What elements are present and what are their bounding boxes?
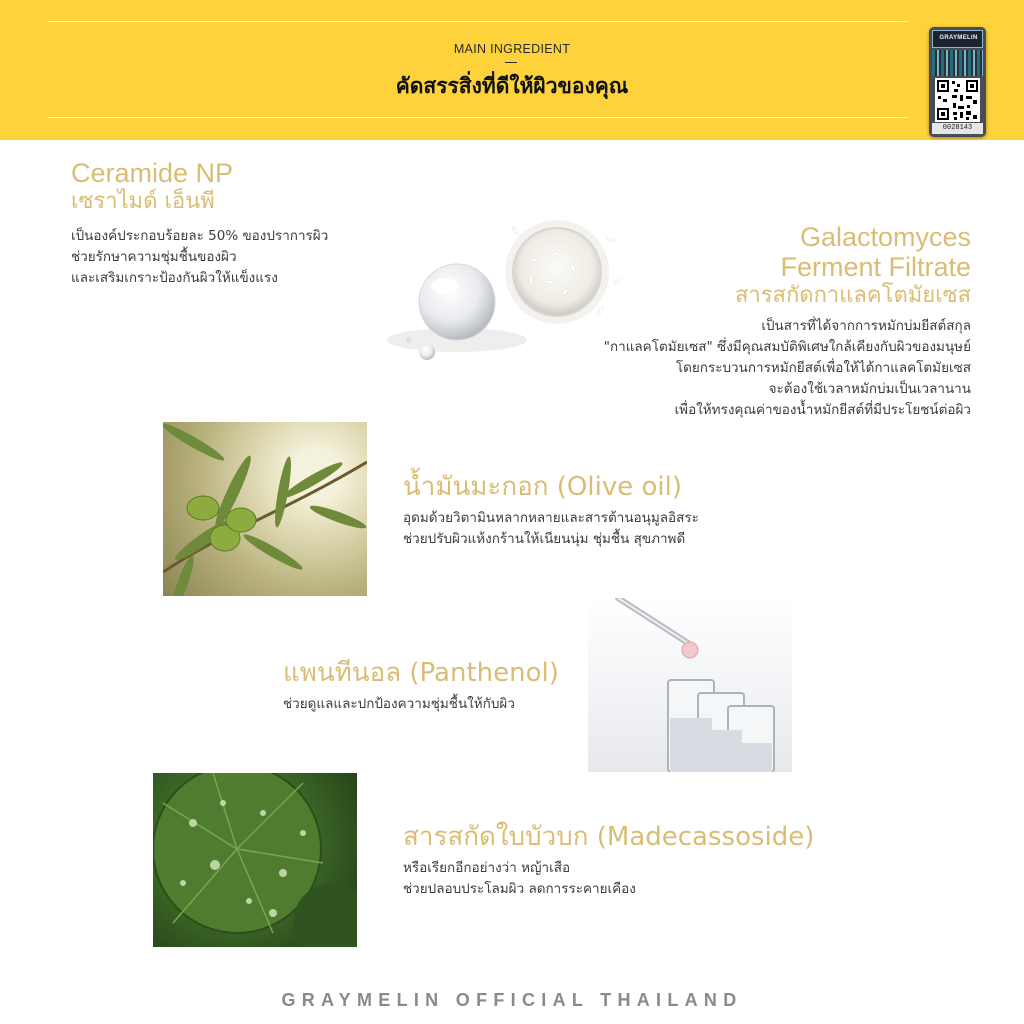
ingredient-galactomyces <box>604 222 971 421</box>
olive-branch-image <box>163 422 367 596</box>
tag-brand-plate <box>932 30 983 48</box>
ingredient-olive-oil <box>403 470 699 550</box>
ceramide-desc-line: และเสริมเกราะป้องกันผิวให้แข็งแรง <box>71 270 278 286</box>
madecassoside-desc-line: หรือเรียกอีกอย่างว่า หญ้าเสือ <box>403 860 571 876</box>
pipette-glassware-image <box>588 598 792 772</box>
header-top-rule <box>48 21 908 22</box>
galactomyces-desc-line: โดยกระบวนการหมักยีสต์เพื่อให้ได้กาแลคโตมัยเซส <box>675 360 971 376</box>
tag-brand-text: GRAYMELIN <box>939 35 978 41</box>
header-banner <box>0 0 1024 140</box>
panthenol-title <box>283 656 559 690</box>
galactomyces-desc-line: "กาแลคโตมัยเซส" ซึ่งมีคุณสมบัติพิเศษใกล้เคียงกับผิวของมนุษย์ <box>603 339 971 355</box>
brand-footer: GRAYMELIN OFFICIAL THAILAND <box>281 990 743 1010</box>
panthenol-title-th: แพนทีนอล <box>283 658 402 688</box>
ceramide-title-en: Ceramide NP <box>71 158 234 188</box>
madecassoside-title-th: สารสกัดใบบัวบก <box>403 822 589 852</box>
galactomyces-title-en-2: Ferment Filtrate <box>780 252 971 282</box>
water-drop-rice-image <box>365 210 635 370</box>
panthenol-title-en: (Panthenol) <box>409 658 559 688</box>
section-headline: คัดสรรสิ่งที่ดีให้ผิวของคุณ <box>395 74 629 98</box>
galactomyces-desc-line: เป็นสารที่ได้จากการหมักบ่มยีสต์สกุล <box>761 318 971 334</box>
olive-desc-line: อุดมด้วยวิตามินหลากหลายและสารต้านอนุมูลอิสระ <box>403 510 699 526</box>
galactomyces-desc-line: เพื่อให้ทรงคุณค่าของน้ำหมักยีสต์ที่มีประโยชน์ต่อผิว <box>674 402 971 418</box>
galactomyces-description <box>604 316 971 421</box>
olive-title-en: (Olive oil) <box>556 472 682 502</box>
ingredient-madecassoside <box>403 820 814 900</box>
ceramide-desc-line: เป็นองค์ประกอบร้อยละ 50% ของปราการผิว <box>71 228 329 244</box>
ingredient-panthenol <box>283 656 559 715</box>
olive-title-th: น้ำมันมะกอก <box>403 472 549 502</box>
ingredient-ceramide <box>71 158 328 289</box>
qr-code-icon <box>935 78 980 122</box>
madecassoside-title-en: (Madecassoside) <box>596 822 815 852</box>
centella-leaf-image <box>153 773 357 947</box>
ceramide-description <box>71 226 328 289</box>
panthenol-description <box>283 694 559 715</box>
madecassoside-description <box>403 858 814 900</box>
madecassoside-title <box>403 820 814 854</box>
galactomyces-desc-line: จะต้องใช้เวลาหมักบ่มเป็นเวลานาน <box>768 381 971 397</box>
ceramide-title-th: เซราไมด์ เอ็นพี <box>71 189 215 214</box>
olive-desc-line: ช่วยปรับผิวแห้งกร้านให้เนียนนุ่ม ชุ่มชื้น สุขภาพดี <box>403 531 686 547</box>
section-kicker: MAIN INGREDIENT <box>453 42 571 56</box>
kicker-divider <box>505 62 517 63</box>
galactomyces-title-en-1: Galactomyces <box>799 222 971 252</box>
olive-title <box>403 470 699 504</box>
panthenol-desc-line: ช่วยดูแลและปกป้องความชุ่มชื้นให้กับผิว <box>283 696 515 712</box>
olive-description <box>403 508 699 550</box>
ceramide-desc-line: ช่วยรักษาความชุ่มชื้นของผิว <box>71 249 237 265</box>
hologram-strip <box>932 50 983 76</box>
galactomyces-title-th: สารสกัดกาแลคโตมัยเซส <box>734 283 971 308</box>
authenticity-tag <box>929 27 986 137</box>
header-bottom-rule <box>48 117 908 118</box>
madecassoside-desc-line: ช่วยปลอบประโลมผิว ลดการระคายเคือง <box>403 881 636 897</box>
tag-serial-number: 0028143 <box>932 123 983 134</box>
